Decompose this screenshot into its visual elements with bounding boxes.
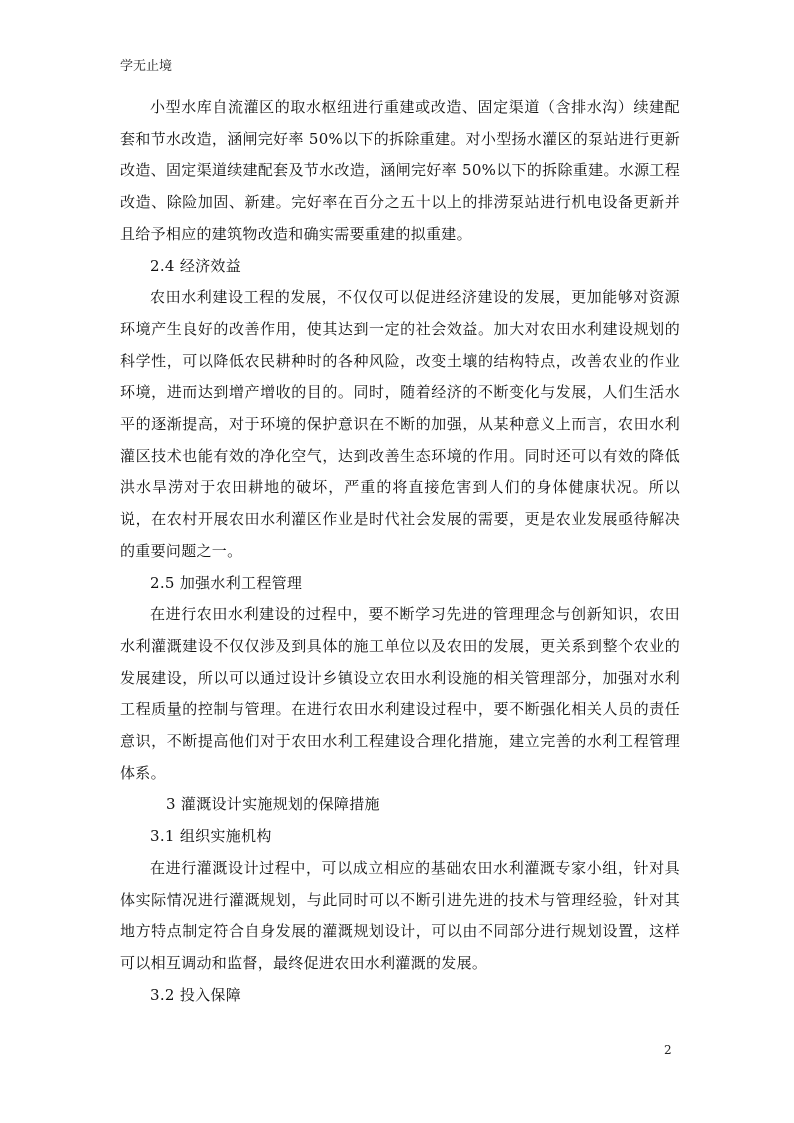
paragraph-economic-benefits: 农田水利建设工程的发展，不仅仅可以促进经济建设的发展，更加能够对资源环境产生良好的改善作用，使其达到一定的社会效益。加大对农田水利建设规划的科学性，可以降低农民耕种时的各种风险，改变土壤的结构特点，改善农业的作业环境，进而达到增产增收的目的。同时，随着经济的不断变化与发展，人们生活水平的逐渐提高，对于环境的保护意识在不断的加强，从某种意义上而言，农田水利灌区技术也能有效的净化空气，达到改善生态环境的作用。同时还可以有效的降低洪水旱涝对于农田耕地的破坏，严重的将直接危害到人们的身体健康状况。所以说，在农村开展农田水利灌区作业是时代社会发展的需要，更是农业发展亟待解决的重要问题之一。 xyxy=(120,288,680,560)
section-heading-2-4: 2.4 经济效益 xyxy=(150,256,242,275)
paragraph-implementation-organization: 在进行灌溉设计过程中，可以成立相应的基础农田水利灌溉专家小组，针对具体实际情况进行灌溉规划，与此同时可以不断引进先进的技术与管理经验，针对其地方特点制定符合自身发展的灌溉规划设计，可以由不同部分进行规划设置，这样可以相互调动和监督，最终促进农田水利灌溉的发展。 xyxy=(120,858,680,972)
section-heading-3: 3 灌溉设计实施规划的保障措施 xyxy=(166,795,380,814)
page-header: 学无止境 xyxy=(120,59,173,74)
section-heading-2-5: 2.5 加强水利工程管理 xyxy=(150,573,303,592)
paragraph-irrigation-renovation: 小型水库自流灌区的取水枢纽进行重建或改造、固定渠道（含排水沟）续建配套和节水改造，涵闸完好率 50%以下的拆除重建。对小型扬水灌区的泵站进行更新改造、固定渠道续建配套及节水改造，涵闸完好率 50%以下的拆除重建。水源工程改造、除险加固、新建。完好率在百分之五十以上的排涝泵站进行机电设备更新并且给予相应的建筑物改造和确实需要重建的拟重建。 xyxy=(120,98,680,243)
paragraph-project-management: 在进行农田水利建设的过程中，要不断学习先进的管理理念与创新知识，农田水利灌溉建设不仅仅涉及到具体的施工单位以及农田的发展，更关系到整个农业的发展建设，所以可以通过设计乡镇设立农田水利设施的相关管理部分，加强对水利工程质量的控制与管理。在进行农田水利建设过程中，要不断强化相关人员的责任意识，不断提高他们对于农田水利工程建设合理化措施，建立完善的水利工程管理体系。 xyxy=(120,605,680,782)
page-number: 2 xyxy=(664,1043,672,1057)
document-body xyxy=(120,92,680,1011)
section-heading-3-1: 3.1 组织实施机构 xyxy=(150,827,272,846)
section-heading-3-2: 3.2 投入保障 xyxy=(150,985,242,1004)
